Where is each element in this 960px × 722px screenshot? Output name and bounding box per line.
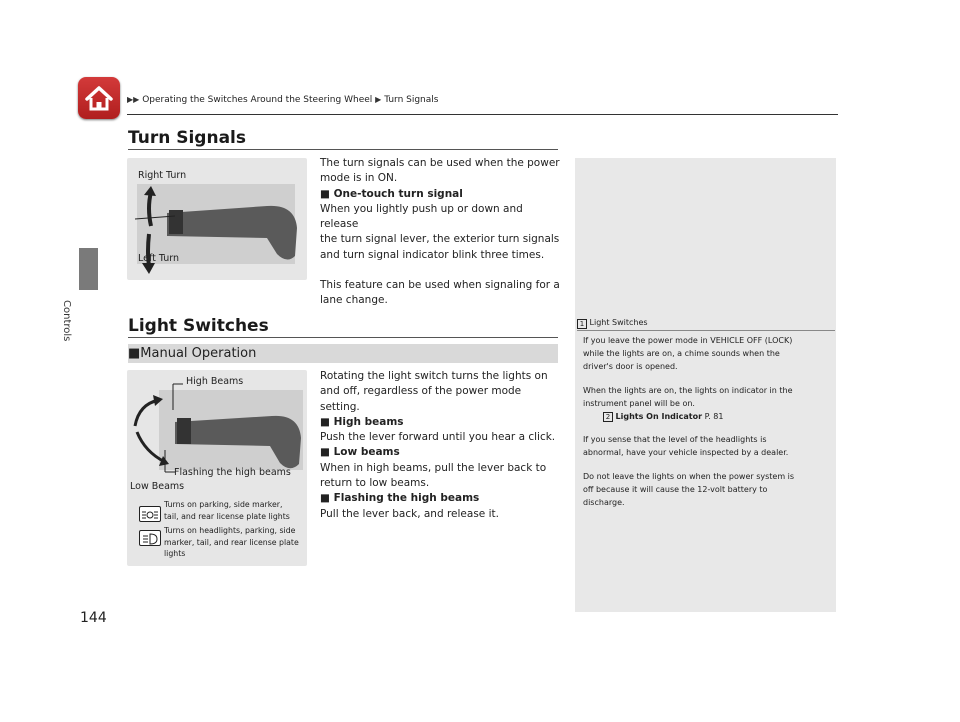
section-title-light-switches: Light Switches: [128, 316, 269, 336]
light-switch-figure: [127, 370, 307, 566]
subheading-high-beams: ■ High beams: [320, 415, 404, 428]
subheading-one-touch: ■ One-touch turn signal: [320, 187, 463, 200]
text-line: Pull the lever back, and release it.: [320, 507, 499, 520]
text-line: The turn signals can be used when the power: [320, 157, 560, 169]
headlights-icon: [139, 530, 161, 546]
text-line: return to low beams.: [320, 477, 430, 490]
section-divider: [128, 149, 558, 150]
text-line: Push the lever forward until you hear a click.: [320, 431, 556, 444]
label-right-turn: Right Turn: [138, 170, 187, 181]
sidebar-tab-marker: [79, 248, 98, 290]
subheading-low-beams: ■ Low beams: [320, 446, 400, 459]
text-line: and off, regardless of the power mode: [320, 385, 522, 398]
label-left-turn: Left Turn: [138, 253, 180, 264]
note-line: Do not leave the lights on when the power system is: [583, 471, 795, 481]
label-flashing-high-beams: Flashing the high beams: [174, 467, 291, 478]
square-bullet-icon: ■: [320, 446, 334, 459]
note-line: If you leave the power mode in VEHICLE OFF (LOCK): [583, 336, 793, 345]
note-line: When the lights are on, the lights on indicator in the: [583, 385, 793, 395]
text-line: and turn signal indicator blink three times.: [320, 248, 545, 261]
note-line: abnormal, have your vehicle inspected by a dealer.: [583, 448, 789, 458]
label-high-beams: High Beams: [186, 376, 244, 387]
note-line: while the lights are on, a chime sounds when the: [583, 349, 780, 359]
section-divider: [128, 337, 558, 338]
parking-lights-icon: [139, 506, 161, 522]
text-line: This feature can be used when signaling for a: [320, 279, 560, 292]
breadcrumb-arrow-icon: ▶: [375, 95, 382, 104]
turn-signal-figure: [127, 158, 307, 280]
note-divider: [577, 330, 835, 331]
note-title: 1 Light Switches: [577, 318, 648, 329]
breadcrumb: [127, 95, 438, 105]
note-line: driver's door is opened.: [583, 362, 678, 372]
text-line: setting.: [320, 400, 360, 413]
note-line: off because it will cause the 12-volt battery to: [583, 484, 768, 494]
note-body: [583, 334, 835, 509]
sidebar-label[interactable]: Controls: [61, 300, 72, 342]
light-switches-text: [320, 369, 562, 522]
note-line: discharge.: [583, 498, 625, 508]
legend-headlights: Turns on headlights, parking, side marker, tail, and rear license plate lights: [164, 526, 299, 558]
note-link[interactable]: 2 Lights On Indicator P. 81: [583, 410, 835, 423]
subheading-flashing: ■ Flashing the high beams: [320, 492, 480, 505]
home-button[interactable]: [78, 77, 120, 119]
text-line: lane change.: [320, 294, 388, 307]
square-bullet-icon: ■: [128, 346, 141, 361]
legend-parking-lights: Turns on parking, side marker, tail, and rear license plate lights: [164, 500, 290, 521]
notes-panel: [575, 158, 836, 612]
breadcrumb-item-current[interactable]: Turn Signals: [384, 95, 439, 105]
breadcrumb-arrow-icon: ▶▶: [127, 95, 140, 104]
page-number: 144: [80, 610, 107, 626]
section-title-turn-signals: Turn Signals: [128, 128, 246, 148]
text-line: mode is in ON.: [320, 172, 398, 185]
header-divider: [127, 114, 838, 115]
square-bullet-icon: ■: [320, 415, 334, 428]
square-bullet-icon: ■: [320, 187, 334, 200]
text-line: Rotating the light switch turns the lights on: [320, 370, 548, 382]
link-arrow-icon: 2: [603, 412, 613, 422]
manual-operation-heading: ■Manual Operation: [128, 344, 558, 363]
turn-signals-text: [320, 156, 562, 309]
label-low-beams: Low Beams: [130, 481, 185, 492]
text-line: When you lightly push up or down and release: [320, 202, 523, 231]
breadcrumb-item[interactable]: Operating the Switches Around the Steering Wheel: [142, 95, 373, 105]
square-bullet-icon: ■: [320, 492, 334, 505]
text-line: the turn signal lever, the exterior turn signals: [320, 233, 560, 246]
note-marker-icon: 1: [577, 319, 587, 329]
note-line: If you sense that the level of the headlights is: [583, 435, 767, 445]
text-line: When in high beams, pull the lever back to: [320, 461, 547, 474]
home-icon: [78, 77, 120, 119]
note-line: instrument panel will be on.: [583, 398, 695, 408]
